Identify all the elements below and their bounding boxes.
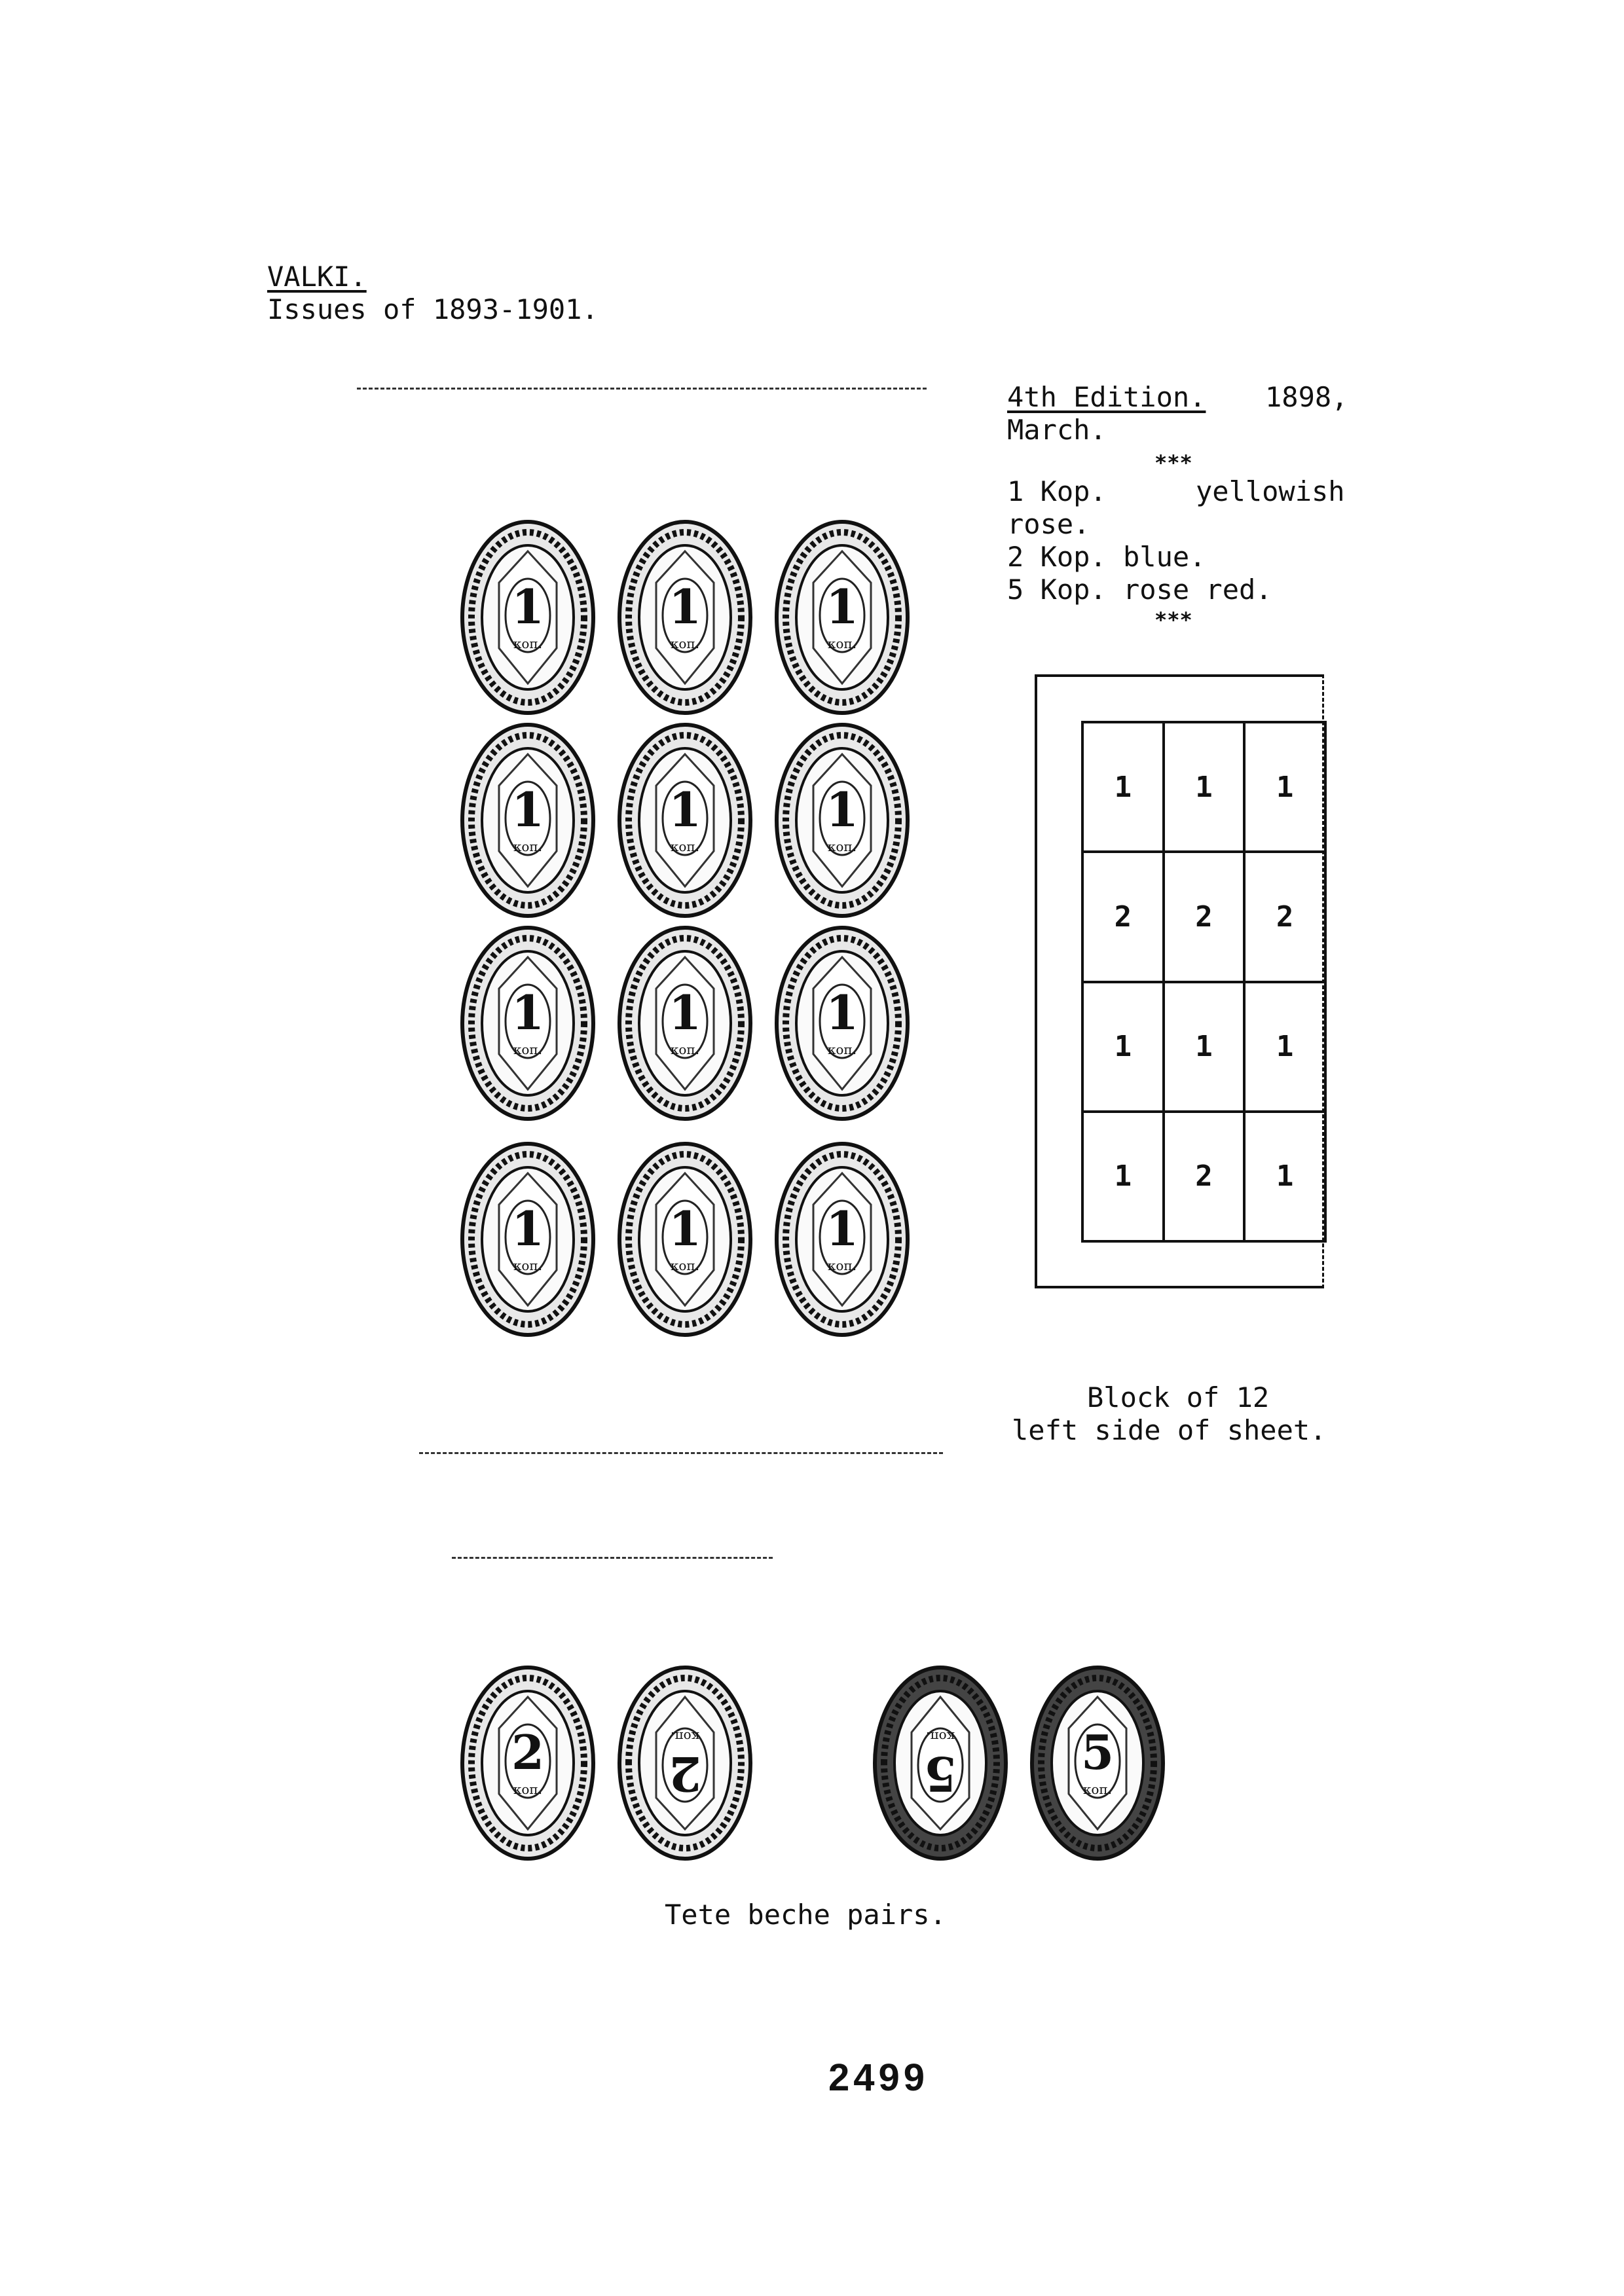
- stamp-5-kop-inverted: [871, 1663, 1010, 1863]
- stamp-denomination: 1: [825, 579, 859, 634]
- block-caption-line1: Block of 12: [1087, 1381, 1270, 1413]
- stamp-kop-label: коп.: [670, 839, 700, 854]
- block-cell: 1: [1165, 983, 1246, 1113]
- stamp-1-kop: [458, 517, 597, 718]
- edition-line1-right: yellowish: [1196, 475, 1345, 507]
- block-cell: 1: [1246, 1113, 1327, 1243]
- stamp-kop-label: коп.: [827, 636, 857, 651]
- stamp-denomination: 1: [825, 985, 859, 1040]
- stamp-denomination: 1: [825, 782, 859, 837]
- stamp-kop-label: коп.: [513, 839, 543, 854]
- stamp-1-kop: [773, 923, 912, 1123]
- sheet-edge-bottom: [419, 1452, 943, 1454]
- edition-line3: 5 Kop. rose red.: [1007, 574, 1272, 606]
- edition-line1-left: 1 Kop.: [1007, 475, 1107, 507]
- stamp-1-kop: [616, 1139, 754, 1339]
- block-cell: 1: [1084, 983, 1165, 1113]
- stamp-denomination: 1: [668, 985, 702, 1040]
- stamp-kop-label: коп.: [513, 1258, 543, 1273]
- stamp-kop-label: коп.: [670, 1042, 700, 1057]
- stamp-denomination: 5: [923, 1746, 957, 1802]
- stamp-kop-label: коп.: [670, 1729, 700, 1745]
- stamp-denomination: 1: [511, 579, 545, 634]
- stamp-5-kop: [1028, 1663, 1167, 1863]
- stamp-denomination: 1: [511, 1201, 545, 1256]
- stamp-1-kop: [458, 1139, 597, 1339]
- stamp-denomination: 1: [668, 579, 702, 634]
- stamp-denomination: 1: [511, 782, 545, 837]
- stamp-kop-label: коп.: [827, 1258, 857, 1273]
- page-title: VALKI.: [267, 261, 367, 293]
- block-cell: 1: [1165, 723, 1246, 853]
- stamp-denomination: 5: [1080, 1724, 1115, 1780]
- block-diagram-grid: [1081, 721, 1327, 1243]
- stamp-kop-label: коп.: [670, 1258, 700, 1273]
- page-number: 2499: [828, 2056, 929, 2099]
- block-cell: 2: [1246, 853, 1327, 983]
- block-cell: 1: [1084, 723, 1165, 853]
- page-subtitle: Issues of 1893-1901.: [267, 293, 599, 325]
- block-cell: 2: [1084, 853, 1165, 983]
- stamp-kop-label: коп.: [513, 636, 543, 651]
- stamp-1-kop: [773, 517, 912, 718]
- stamp-kop-label: коп.: [827, 839, 857, 854]
- stamp-kop-label: коп.: [670, 636, 700, 651]
- stamp-1-kop: [616, 720, 754, 920]
- stamp-denomination: 2: [668, 1746, 702, 1802]
- edition-separator-2: ***: [1154, 608, 1192, 632]
- edition-line1-cont: rose.: [1007, 508, 1090, 540]
- stamp-1-kop: [458, 923, 597, 1123]
- block-cell: 1: [1246, 723, 1327, 853]
- edition-month: March.: [1007, 414, 1107, 446]
- stamp-1-kop: [773, 1139, 912, 1339]
- stamp-1-kop: [616, 517, 754, 718]
- block-cell: 2: [1165, 1113, 1246, 1243]
- stamp-1-kop: [773, 720, 912, 920]
- block-cell: 1: [1246, 983, 1327, 1113]
- stamp-1-kop: [458, 720, 597, 920]
- stamp-denomination: 1: [668, 1201, 702, 1256]
- sheet-edge-top: [357, 388, 927, 390]
- tete-beche-caption: Tete beche pairs.: [665, 1899, 946, 1931]
- stamp-kop-label: коп.: [827, 1042, 857, 1057]
- block-caption-line2: left side of sheet.: [1012, 1414, 1327, 1446]
- stamp-1-kop: [616, 923, 754, 1123]
- stamp-denomination: 1: [668, 782, 702, 837]
- stamp-2-kop: [458, 1663, 597, 1863]
- block-cell: 1: [1084, 1113, 1165, 1243]
- edition-line2: 2 Kop. blue.: [1007, 541, 1206, 573]
- stamp-kop-label: коп.: [1082, 1781, 1113, 1797]
- edition-year: 1898,: [1265, 381, 1348, 413]
- stamp-denomination: 1: [825, 1201, 859, 1256]
- stamp-kop-label: коп.: [513, 1781, 543, 1797]
- stamp-kop-label: коп.: [513, 1042, 543, 1057]
- block-cell: 2: [1165, 853, 1246, 983]
- stamp-denomination: 1: [511, 985, 545, 1040]
- stamp-denomination: 2: [511, 1724, 545, 1780]
- edition-heading: 4th Edition.: [1007, 381, 1206, 413]
- stamp-2-kop-inverted: [616, 1663, 754, 1863]
- tete-beche-edge-top: [452, 1557, 773, 1559]
- edition-separator: ***: [1154, 450, 1192, 475]
- stamp-kop-label: коп.: [925, 1729, 955, 1745]
